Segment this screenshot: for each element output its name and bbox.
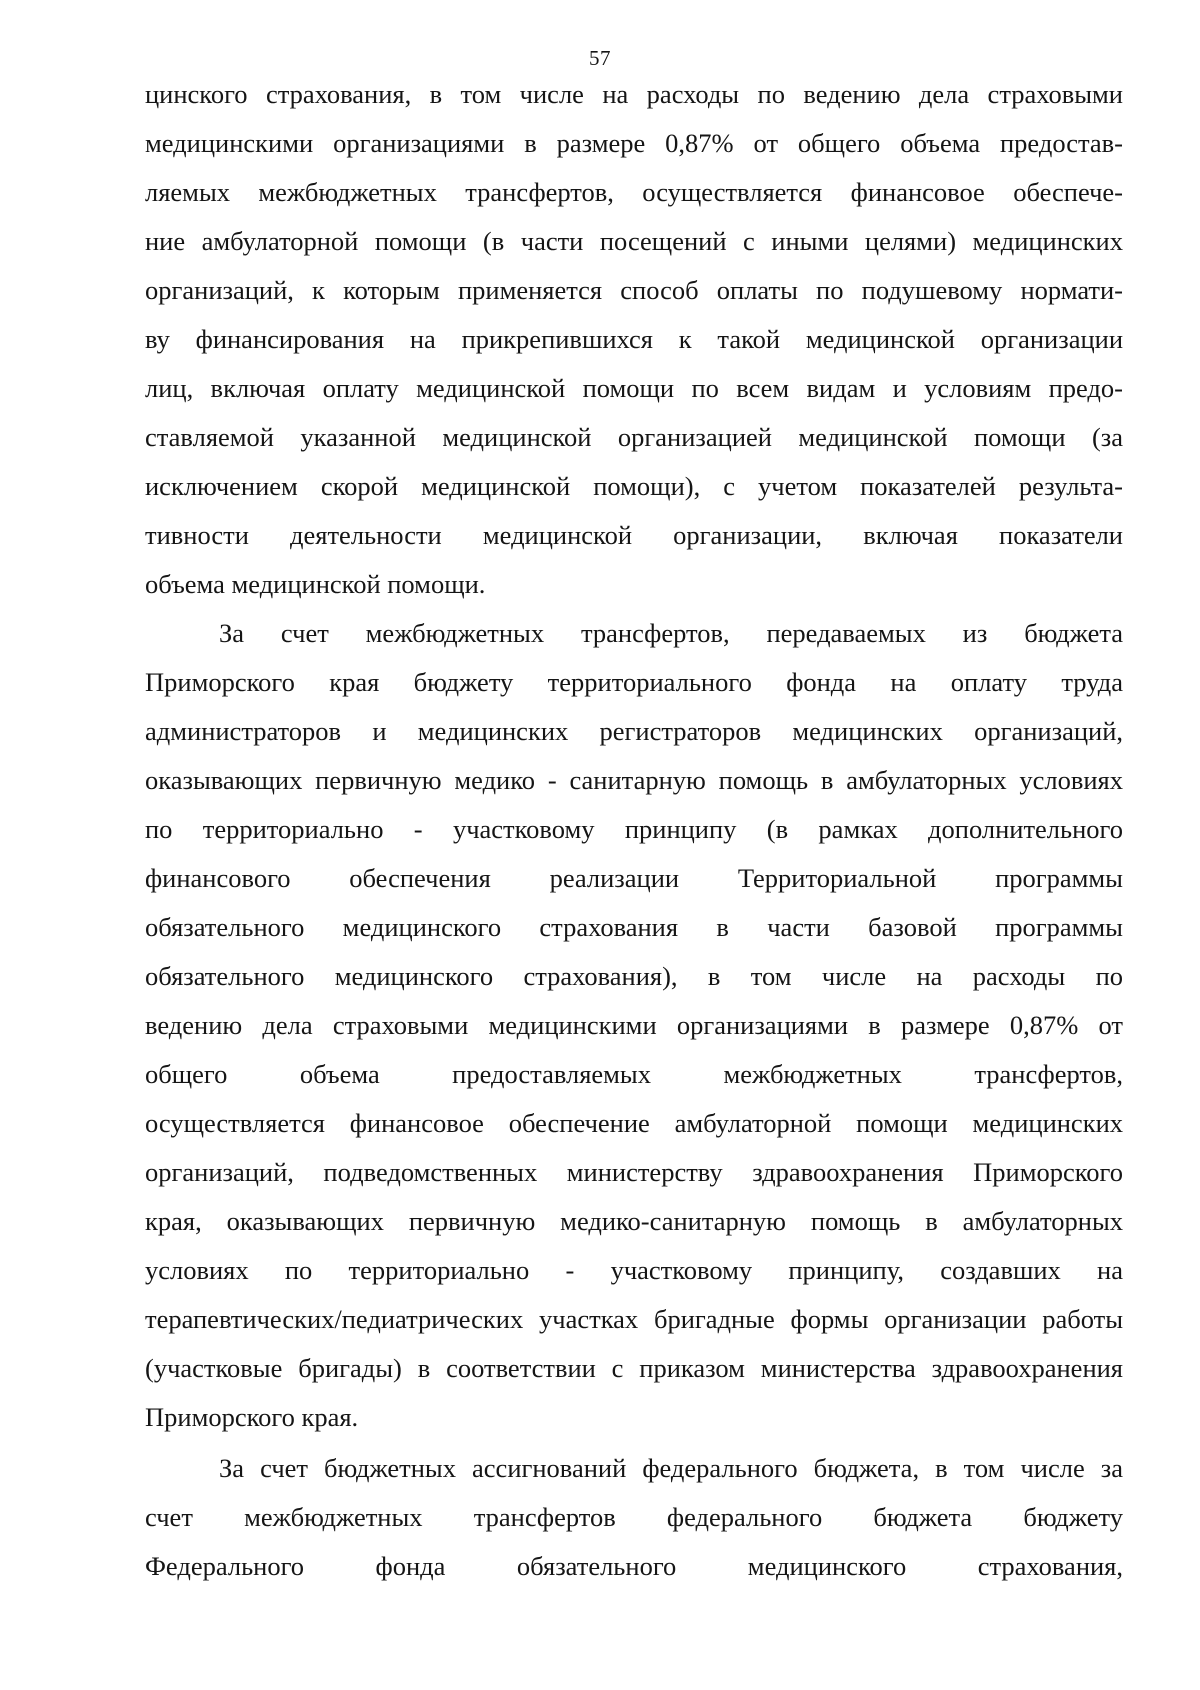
- text-line: ведению дела страховыми медицинскими организациями в размере 0,87% от: [145, 1010, 1123, 1040]
- text-line: края, оказывающих первичную медико-санитарную помощь в амбулаторных: [145, 1206, 1123, 1236]
- text-line: лиц, включая оплату медицинской помощи по всем видам и условиям предо-: [145, 373, 1123, 403]
- text-line: финансового обеспечения реализации Территориальной программы: [145, 863, 1123, 893]
- text-line: ставляемой указанной медицинской организацией медицинской помощи (за: [145, 422, 1123, 452]
- text-line: обязательного медицинского страхования), в том числе на расходы по: [145, 961, 1123, 991]
- text-line: ляемых межбюджетных трансфертов, осуществляется финансовое обеспече-: [145, 177, 1123, 207]
- text-line: цинского страхования, в том числе на расходы по ведению дела страховыми: [145, 79, 1123, 109]
- page-number: 57: [589, 46, 611, 70]
- text-line: ву финансирования на прикрепившихся к такой медицинской организации: [145, 324, 1123, 354]
- text-line: осуществляется финансовое обеспечение амбулаторной помощи медицинских: [145, 1108, 1123, 1138]
- text-line: За счет бюджетных ассигнований федерального бюджета, в том числе за: [219, 1453, 1123, 1483]
- text-line: ние амбулаторной помощи (в части посещений с иными целями) медицинских: [145, 226, 1123, 256]
- text-line: организаций, к которым применяется способ оплаты по подушевому нормати-: [145, 275, 1123, 305]
- text-line: Приморского края бюджету территориального фонда на оплату труда: [145, 667, 1123, 697]
- text-line: медицинскими организациями в размере 0,87% от общего объема предостав-: [145, 128, 1123, 158]
- text-line: оказывающих первичную медико - санитарную помощь в амбулаторных условиях: [145, 765, 1123, 795]
- text-line: объема медицинской помощи.: [145, 569, 486, 599]
- text-line: обязательного медицинского страхования в части базовой программы: [145, 912, 1123, 942]
- text-line: общего объема предоставляемых межбюджетных трансфертов,: [145, 1059, 1123, 1089]
- text-line: счет межбюджетных трансфертов федерального бюджета бюджету: [145, 1502, 1123, 1532]
- text-line: условиях по территориально - участковому принципу, создавших на: [145, 1255, 1123, 1285]
- text-line: тивности деятельности медицинской организации, включая показатели: [145, 520, 1123, 550]
- text-line: Федерального фонда обязательного медицинского страхования,: [145, 1551, 1123, 1581]
- text-line: по территориально - участковому принципу (в рамках дополнительного: [145, 814, 1123, 844]
- text-line: администраторов и медицинских регистраторов медицинских организаций,: [145, 716, 1123, 746]
- text-line: За счет межбюджетных трансфертов, передаваемых из бюджета: [219, 618, 1123, 648]
- text-line: Приморского края.: [145, 1402, 359, 1432]
- text-line: (участковые бригады) в соответствии с приказом министерства здравоохранения: [145, 1353, 1123, 1383]
- text-line: терапевтических/педиатрических участках бригадные формы организации работы: [145, 1304, 1123, 1334]
- text-line: исключением скорой медицинской помощи), с учетом показателей результа-: [145, 471, 1123, 501]
- text-line: организаций, подведомственных министерству здравоохранения Приморского: [145, 1157, 1123, 1187]
